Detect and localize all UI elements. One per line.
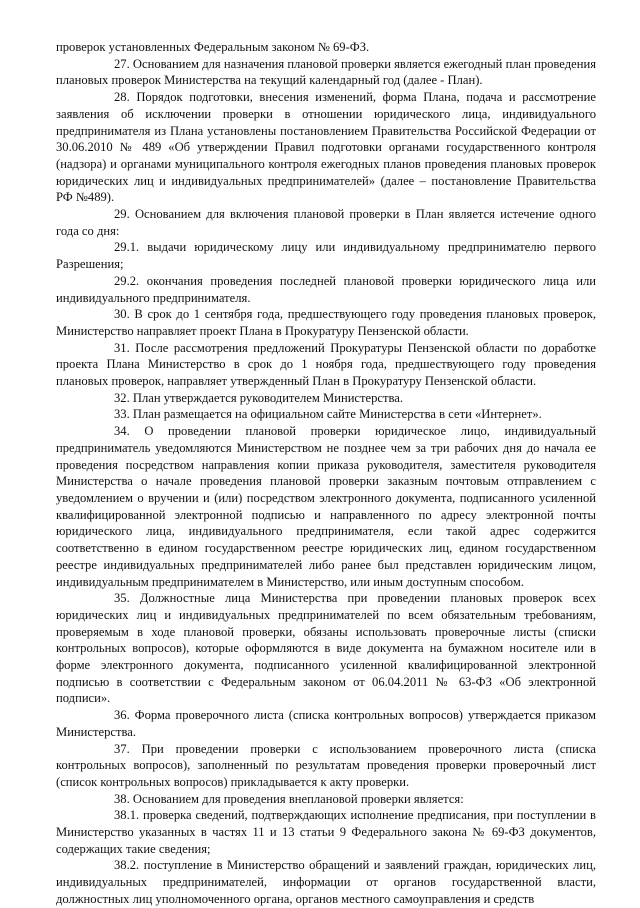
paragraph-35: 35. Должностные лица Министерства при проведении плановых проверок всех юридических лиц и индивидуальных предпринимателей по всем обязательным требованиям, проверяемым в ходе плановой проверки, обязаны использовать проверочные листы (списки контрольных вопросов), которые оформляются в виде документа на бумажном носителе или в форме электронного документа, подписанного усиленной квалифицированной электронной подписью в соответствии с Федеральным законом от 06.04.2011 № 63-ФЗ «Об электронной подписи». (56, 591, 596, 706)
document-page (56, 39, 596, 908)
paragraph-34: 34. О проведении плановой проверки юридическое лицо, индивидуальный предприниматель уведомляются Министерством не позднее чем за три рабочих дня до начала ее проведения посредством направления копии приказа руководителя, заместителя руководителя Министерства о начале проведения плановой проверки заказным почтовым отправлением с уведомлением о вручении и (или) посредством электронного документа, подписанного усиленной квалифицированной электронной подписью и направленного по адресу электронной почты юридического лица, индивидуального предпринимателя, если такой адрес содержится соответственно в едином государственном реестре юридических лиц, едином государственном реестре индивидуальных предпринимателей либо ранее был представлен юридическим лицом, индивидуальным предпринимателем в Министерство, или иным доступным способом. (56, 424, 596, 589)
paragraph-37: 37. При проведении проверки с использованием проверочного листа (списка контрольных вопросов), заполненный по результатам проведения проверки проверочный лист (список контрольных вопросов) прикладывается к акту проверки. (56, 741, 596, 789)
paragraph-32: 32. План утверждается руководителем Министерства. (114, 390, 404, 405)
paragraph-38-1: 38.1. проверка сведений, подтверждающих исполнение предписания, при поступлении в Министерство указанных в частях 11 и 13 статьи 9 Федерального закона № 69-ФЗ документов, содержащих такие сведения; (56, 808, 596, 856)
paragraph-28: 28. Порядок подготовки, внесения изменений, форма Плана, подача и рассмотрение заявления об исключении проверки в отношении юридического лица, индивидуального предпринимателя из Плана установлены постановлением Правительства Российской Федерации от 30.06.2010 № 489 «Об утверждении Правил подготовки органами государственного контроля (надзора) и органами муниципального контроля ежегодных планов проведения плановых проверок юридических лиц и индивидуальных предпринимателей» (далее – постановление Правительства РФ №489). (56, 90, 596, 205)
paragraph-31: 31. После рассмотрения предложений Прокуратуры Пензенской области по доработке проекта Плана Министерство в срок до 1 ноября года, предшествующего году проведения плановых проверок, направляет утвержденный План в Прокуратуру Пензенской области. (56, 340, 596, 389)
paragraph-38-2: 38.2. поступление в Министерство обращений и заявлений граждан, юридических лиц, индивидуальных предпринимателей, информации от органов государственной власти, должностных лиц уполномоченного органа, органов местного самоуправления и средств (56, 858, 596, 906)
paragraph-30: 30. В срок до 1 сентября года, предшествующего году проведения плановых проверок, Министерство направляет проект Плана в Прокуратуру Пензенской области. (56, 307, 596, 338)
paragraph-29-1: 29.1. выдачи юридическому лицу или индивидуальному предпринимателю первого Разрешения; (56, 240, 596, 272)
paragraph-29-2: 29.2. окончания проведения последней плановой проверки юридического лица или индивидуального предпринимателя. (56, 273, 596, 305)
paragraph-38: 38. Основанием для проведения внеплановой проверки является: (114, 791, 464, 806)
paragraph-36: 36. Форма проверочного листа (списка контрольных вопросов) утверждается приказом Министерства. (56, 708, 596, 739)
paragraph-continuation: проверок установленных Федеральным законом № 69-ФЗ. (56, 40, 370, 54)
paragraph-33: 33. План размещается на официальном сайте Министерства в сети «Интернет». (114, 407, 542, 422)
paragraph-29: 29. Основанием для включения плановой проверки в План является истечение одного года со дня: (56, 207, 596, 238)
paragraph-27: 27. Основанием для назначения плановой проверки является ежегодный план проведения плановых проверок Министерства на текущий календарный год (далее - План). (56, 56, 596, 88)
